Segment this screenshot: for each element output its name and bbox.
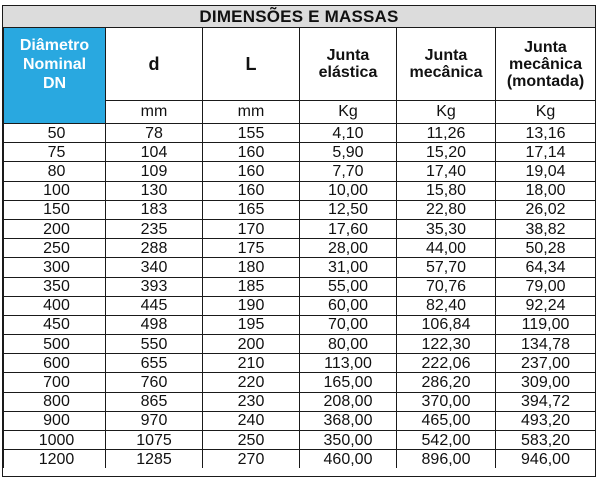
cell-junta-mecanica-montada: 583,20 <box>496 431 596 450</box>
cell-l: 160 <box>203 143 300 162</box>
cell-l: 200 <box>203 335 300 354</box>
cell-d: 1285 <box>106 450 203 469</box>
table-body <box>4 124 596 469</box>
cell-junta-elastica: 80,00 <box>300 335 397 354</box>
cell-junta-elastica: 208,00 <box>300 392 397 411</box>
table-row <box>4 258 596 277</box>
cell-d: 1075 <box>106 431 203 450</box>
table-row <box>4 200 596 219</box>
cell-junta-mecanica: 222,06 <box>397 354 496 373</box>
cell-d: 340 <box>106 258 203 277</box>
cell-junta-mecanica-montada: 946,00 <box>496 450 596 469</box>
header-d: d <box>106 28 203 101</box>
unit-d: mm <box>106 101 203 124</box>
header-jmm-line1: Junta <box>524 38 567 56</box>
dimensions-grid <box>3 28 596 468</box>
table-row <box>4 181 596 200</box>
cell-dn: 300 <box>4 258 106 277</box>
cell-d: 109 <box>106 162 203 181</box>
unit-l: mm <box>203 101 300 124</box>
table-row <box>4 392 596 411</box>
cell-l: 160 <box>203 181 300 200</box>
cell-junta-mecanica-montada: 13,16 <box>496 124 596 143</box>
cell-dn: 450 <box>4 315 106 334</box>
cell-l: 240 <box>203 411 300 430</box>
cell-junta-mecanica-montada: 17,14 <box>496 143 596 162</box>
table-row <box>4 354 596 373</box>
cell-junta-mecanica: 15,20 <box>397 143 496 162</box>
cell-junta-mecanica-montada: 493,20 <box>496 411 596 430</box>
cell-junta-elastica: 4,10 <box>300 124 397 143</box>
table-row <box>4 373 596 392</box>
cell-junta-mecanica-montada: 38,82 <box>496 219 596 238</box>
cell-junta-elastica: 60,00 <box>300 296 397 315</box>
cell-dn: 150 <box>4 200 106 219</box>
cell-junta-elastica: 165,00 <box>300 373 397 392</box>
cell-junta-elastica: 460,00 <box>300 450 397 469</box>
cell-dn: 900 <box>4 411 106 430</box>
cell-dn: 400 <box>4 296 106 315</box>
cell-dn: 75 <box>4 143 106 162</box>
header-jmm-line3: (montada) <box>506 72 585 90</box>
table-row <box>4 162 596 181</box>
cell-l: 270 <box>203 450 300 469</box>
header-je-line2: elástica <box>318 64 378 81</box>
cell-l: 165 <box>203 200 300 219</box>
cell-d: 288 <box>106 239 203 258</box>
cell-l: 155 <box>203 124 300 143</box>
cell-dn: 350 <box>4 277 106 296</box>
cell-junta-mecanica: 542,00 <box>397 431 496 450</box>
header-row <box>4 28 596 101</box>
cell-d: 104 <box>106 143 203 162</box>
cell-dn: 800 <box>4 392 106 411</box>
cell-d: 393 <box>106 277 203 296</box>
cell-dn: 250 <box>4 239 106 258</box>
header-junta-mecanica-montada <box>496 28 596 101</box>
cell-l: 185 <box>203 277 300 296</box>
cell-junta-mecanica-montada: 64,34 <box>496 258 596 277</box>
dimensions-table <box>2 5 596 477</box>
cell-junta-mecanica-montada: 50,28 <box>496 239 596 258</box>
cell-junta-mecanica-montada: 26,02 <box>496 200 596 219</box>
cell-d: 865 <box>106 392 203 411</box>
cell-junta-mecanica: 286,20 <box>397 373 496 392</box>
cell-junta-mecanica: 370,00 <box>397 392 496 411</box>
table-row <box>4 335 596 354</box>
cell-l: 170 <box>203 219 300 238</box>
cell-l: 160 <box>203 162 300 181</box>
cell-junta-mecanica-montada: 92,24 <box>496 296 596 315</box>
cell-d: 970 <box>106 411 203 430</box>
cell-junta-elastica: 7,70 <box>300 162 397 181</box>
cell-dn: 1200 <box>4 450 106 469</box>
header-dn-line3: DN <box>42 74 67 92</box>
cell-junta-elastica: 113,00 <box>300 354 397 373</box>
table-row <box>4 431 596 450</box>
cell-l: 220 <box>203 373 300 392</box>
cell-junta-elastica: 55,00 <box>300 277 397 296</box>
header-jm-line1: Junta <box>424 47 468 64</box>
unit-junta-elastica: Kg <box>300 101 397 124</box>
cell-dn: 600 <box>4 354 106 373</box>
table-row <box>4 124 596 143</box>
cell-dn: 700 <box>4 373 106 392</box>
header-jmm-line2: mecânica <box>509 55 582 73</box>
cell-junta-mecanica-montada: 394,72 <box>496 392 596 411</box>
cell-junta-mecanica-montada: 19,04 <box>496 162 596 181</box>
header-jm-line2: mecânica <box>409 64 483 81</box>
cell-junta-mecanica-montada: 309,00 <box>496 373 596 392</box>
header-je-line1: Junta <box>326 47 370 64</box>
table-row <box>4 219 596 238</box>
cell-junta-mecanica: 82,40 <box>397 296 496 315</box>
cell-junta-mecanica-montada: 79,00 <box>496 277 596 296</box>
unit-junta-mecanica: Kg <box>397 101 496 124</box>
table-row <box>4 315 596 334</box>
cell-junta-mecanica: 896,00 <box>397 450 496 469</box>
cell-junta-mecanica-montada: 237,00 <box>496 354 596 373</box>
cell-junta-elastica: 5,90 <box>300 143 397 162</box>
cell-junta-mecanica-montada: 119,00 <box>496 315 596 334</box>
cell-d: 498 <box>106 315 203 334</box>
cell-junta-mecanica: 122,30 <box>397 335 496 354</box>
units-row <box>4 101 596 124</box>
header-junta-mecanica <box>397 28 496 101</box>
cell-dn: 200 <box>4 219 106 238</box>
cell-junta-elastica: 12,50 <box>300 200 397 219</box>
header-dn-line1: Diâmetro <box>19 36 90 54</box>
header-dn-line2: Nominal <box>22 55 87 73</box>
cell-d: 235 <box>106 219 203 238</box>
table-row <box>4 143 596 162</box>
unit-dn <box>4 101 106 124</box>
cell-junta-mecanica-montada: 18,00 <box>496 181 596 200</box>
cell-junta-elastica: 10,00 <box>300 181 397 200</box>
table-title: DIMENSÕES E MASSAS <box>3 6 595 28</box>
cell-l: 195 <box>203 315 300 334</box>
cell-junta-mecanica: 106,84 <box>397 315 496 334</box>
cell-d: 655 <box>106 354 203 373</box>
cell-junta-mecanica: 15,80 <box>397 181 496 200</box>
cell-l: 250 <box>203 431 300 450</box>
cell-d: 445 <box>106 296 203 315</box>
cell-junta-mecanica: 44,00 <box>397 239 496 258</box>
header-junta-elastica <box>300 28 397 101</box>
table-row <box>4 450 596 469</box>
header-l: L <box>203 28 300 101</box>
cell-l: 190 <box>203 296 300 315</box>
cell-dn: 100 <box>4 181 106 200</box>
cell-junta-mecanica: 35,30 <box>397 219 496 238</box>
cell-junta-elastica: 350,00 <box>300 431 397 450</box>
cell-junta-mecanica-montada: 134,78 <box>496 335 596 354</box>
unit-junta-mecanica-montada: Kg <box>496 101 596 124</box>
cell-d: 130 <box>106 181 203 200</box>
header-diametro-nominal <box>4 28 106 101</box>
cell-dn: 50 <box>4 124 106 143</box>
table-row <box>4 411 596 430</box>
cell-dn: 500 <box>4 335 106 354</box>
cell-junta-mecanica: 57,70 <box>397 258 496 277</box>
cell-l: 175 <box>203 239 300 258</box>
table-row <box>4 296 596 315</box>
cell-junta-elastica: 368,00 <box>300 411 397 430</box>
cell-dn: 1000 <box>4 431 106 450</box>
table-row <box>4 239 596 258</box>
cell-junta-elastica: 31,00 <box>300 258 397 277</box>
cell-junta-elastica: 28,00 <box>300 239 397 258</box>
cell-l: 230 <box>203 392 300 411</box>
cell-junta-mecanica: 70,76 <box>397 277 496 296</box>
cell-junta-elastica: 70,00 <box>300 315 397 334</box>
cell-l: 180 <box>203 258 300 277</box>
cell-junta-mecanica: 22,80 <box>397 200 496 219</box>
cell-d: 760 <box>106 373 203 392</box>
cell-l: 210 <box>203 354 300 373</box>
cell-d: 78 <box>106 124 203 143</box>
table-row <box>4 277 596 296</box>
cell-junta-mecanica: 11,26 <box>397 124 496 143</box>
cell-d: 550 <box>106 335 203 354</box>
cell-junta-elastica: 17,60 <box>300 219 397 238</box>
cell-dn: 80 <box>4 162 106 181</box>
cell-junta-mecanica: 17,40 <box>397 162 496 181</box>
cell-d: 183 <box>106 200 203 219</box>
cell-junta-mecanica: 465,00 <box>397 411 496 430</box>
